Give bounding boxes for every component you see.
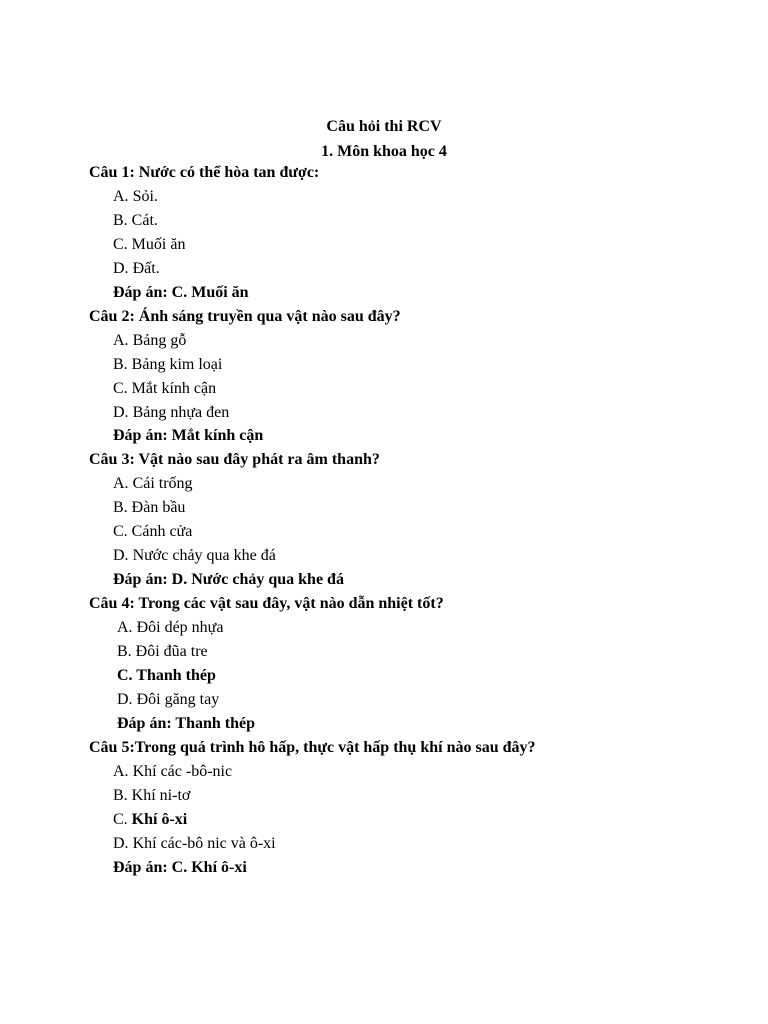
option-letter: D. — [113, 547, 133, 565]
question-text: Câu 3: Vật nào sau đây phát ra âm thanh? — [89, 451, 380, 469]
option-letter: A. — [117, 619, 137, 637]
option-letter: B. — [113, 786, 132, 804]
answer-option — [117, 666, 216, 686]
question-text: Câu 2: Ánh sáng truyền qua vật nào sau đây? — [89, 307, 401, 325]
answer-option — [113, 403, 229, 423]
option-letter: B. — [113, 499, 132, 517]
option-letter: C. — [113, 810, 132, 828]
option-text: Cánh cửa — [131, 523, 193, 541]
option-text: Khí ô-xi — [131, 810, 188, 828]
question-text: Câu 5:Trong quá trình hô hấp, thực vật hấp thụ khí nào sau đây? — [89, 738, 536, 756]
document-title: Câu hỏi thi RCV — [326, 118, 442, 135]
option-letter: A. — [113, 187, 133, 205]
option-text: Đất. — [132, 259, 160, 277]
answer-option — [113, 762, 232, 782]
option-text: Đôi dép nhựa — [136, 619, 224, 637]
option-text: Khí ni-tơ — [131, 786, 191, 804]
question-text: Câu 1: Nước có thể hòa tan được: — [89, 164, 320, 181]
option-letter: D. — [117, 690, 137, 708]
option-letter: C. — [117, 666, 137, 684]
option-letter: D. — [113, 834, 133, 852]
option-letter: D. — [113, 403, 133, 421]
option-letter: B. — [113, 355, 132, 373]
option-text: Sỏi. — [132, 187, 158, 205]
answer-option — [113, 522, 192, 542]
option-letter: C. — [113, 379, 132, 397]
answer-key: Đáp án: Mắt kính cận — [113, 427, 264, 445]
answer-option — [113, 259, 160, 279]
option-letter: A. — [113, 762, 133, 780]
option-text: Mắt kính cận — [131, 379, 217, 397]
option-text: Đôi găng tay — [136, 690, 220, 708]
answer-key: Đáp án: C. Khí ô-xi — [113, 858, 247, 876]
answer-option — [113, 355, 222, 375]
option-letter: B. — [113, 211, 132, 229]
answer-option — [113, 810, 187, 830]
option-text: Khí các -bô-nic — [132, 762, 233, 780]
answer-option — [117, 642, 208, 662]
answer-option — [113, 498, 185, 518]
option-text: Bảng nhựa đen — [132, 403, 230, 421]
option-text: Đôi đũa tre — [135, 643, 208, 660]
answer-option — [113, 474, 193, 494]
answer-option — [113, 546, 276, 566]
option-text: Cái trống — [132, 475, 193, 493]
answer-key: Đáp án: C. Muối ăn — [113, 283, 249, 301]
answer-option — [113, 379, 216, 399]
option-text: Khí các-bô nic và ô-xi — [132, 834, 276, 852]
answer-key: Đáp án: D. Nước chảy qua khe đá — [113, 571, 344, 589]
answer-option — [113, 834, 276, 854]
answer-option — [113, 235, 185, 255]
answer-option — [113, 211, 158, 231]
option-text: Nước chảy qua khe đá — [132, 547, 276, 565]
option-text: Bảng gỗ — [132, 331, 187, 349]
answer-option — [113, 331, 186, 351]
option-text: Thanh thép — [136, 666, 216, 684]
answer-key: Đáp án: Thanh thép — [117, 714, 255, 732]
answer-option — [113, 786, 190, 806]
option-letter: B. — [117, 643, 136, 660]
option-text: Muối ăn — [131, 235, 186, 253]
option-text: Bảng kim loại — [131, 355, 223, 373]
answer-option — [117, 618, 223, 638]
document-subtitle: 1. Môn khoa học 4 — [321, 143, 447, 160]
option-letter: C. — [113, 523, 132, 541]
option-text: Cát. — [131, 211, 158, 229]
option-letter: D. — [113, 259, 133, 277]
question-text: Câu 4: Trong các vật sau đây, vật nào dẫn nhiệt tốt? — [89, 595, 444, 613]
option-letter: C. — [113, 235, 132, 253]
answer-option — [113, 187, 158, 207]
option-letter: A. — [113, 331, 133, 349]
answer-option — [117, 690, 219, 710]
option-text: Đàn bầu — [131, 499, 186, 517]
option-letter: A. — [113, 475, 133, 493]
